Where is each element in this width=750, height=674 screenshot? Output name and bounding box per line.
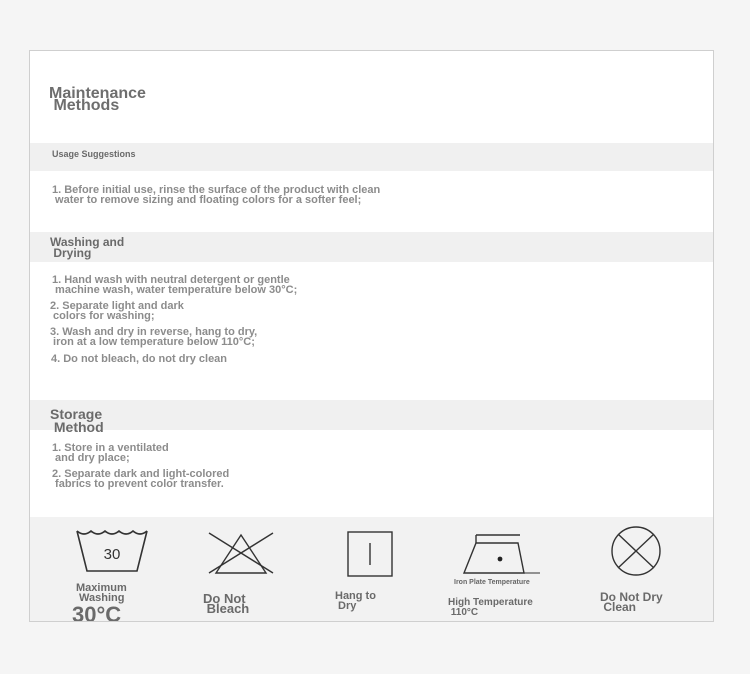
hang-dry-label: Hang to Dry xyxy=(335,590,376,612)
care-card xyxy=(29,50,714,622)
iron-label: High Temperature 110°C xyxy=(448,597,533,618)
page-title: Maintenance Methods xyxy=(49,85,146,114)
washing-item: 3. Wash and dry in reverse, hang to dry, iron at a low temperature below 110°C; xyxy=(50,326,258,348)
no-dry-clean-label: Do Not Dry Clean xyxy=(600,590,663,614)
wash-label: Maximum Washing xyxy=(76,582,127,604)
storage-item: 2. Separate dark and light-colored fabrics to prevent color transfer. xyxy=(52,468,230,490)
usage-item: 1. Before initial use, rinse the surface of the product with clean water to remove sizing and floating colors for a softer feel; xyxy=(52,184,381,206)
washing-item: 4. Do not bleach, do not dry clean xyxy=(51,353,228,365)
iron-caption: Iron Plate Temperature xyxy=(454,579,530,586)
washing-section-label: Washing and Drying xyxy=(50,235,125,260)
storage-item: 1. Store in a ventilated and dry place; xyxy=(52,442,169,464)
hang-dry-icon xyxy=(347,531,393,577)
storage-section-label: Storage Method xyxy=(50,406,104,435)
no-bleach-label: Do Not Bleach xyxy=(203,591,250,616)
washing-item: 2. Separate light and dark colors for washing; xyxy=(50,300,184,322)
iron-icon xyxy=(462,531,544,577)
washing-item: 1. Hand wash with neutral detergent or gentle machine wash, water temperature below 30°C; xyxy=(52,274,298,296)
washing-section-header xyxy=(30,232,713,262)
usage-section-label: Usage Suggestions xyxy=(52,149,136,159)
wash-temp-label: 30°C xyxy=(72,602,122,622)
wash-temp-number: 30 xyxy=(103,546,121,563)
wash-tub-30-icon xyxy=(74,525,150,575)
storage-section-header xyxy=(30,400,713,435)
no-bleach-icon xyxy=(206,529,276,577)
usage-section-header xyxy=(30,143,713,171)
no-dry-clean-icon xyxy=(606,525,666,577)
care-symbols-row xyxy=(30,517,713,622)
